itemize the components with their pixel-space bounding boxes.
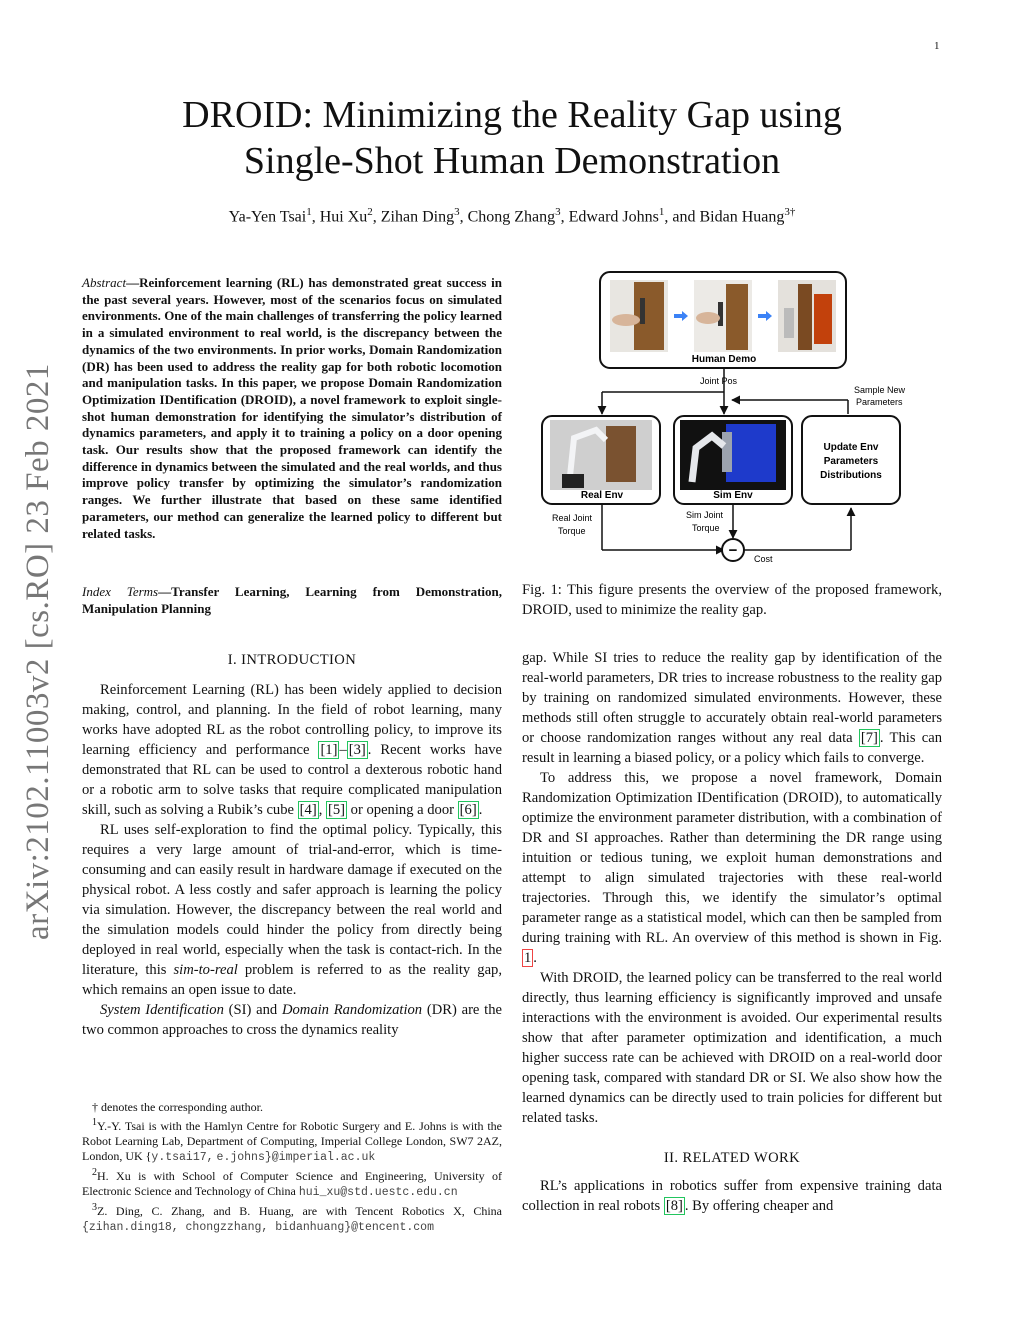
footnote-mark: 1 (92, 1117, 97, 1128)
email-text: y.tsai17, (151, 1151, 214, 1164)
text-run: (SI) and (223, 1002, 282, 1018)
related-paragraph-1 (522, 1176, 942, 1216)
figure-1-diagram (536, 268, 916, 568)
intro-paragraph-2 (82, 820, 502, 1000)
right-column (522, 648, 942, 1216)
real-env-photo (550, 420, 652, 490)
author-affil: 3 (454, 206, 460, 218)
abstract-label: Abstract (82, 275, 127, 290)
author-affil: 2 (367, 206, 373, 218)
figure-1-caption: Fig. 1: This figure presents the overview of the proposed framework, DROID, used to minimize the reality gap. (522, 582, 942, 618)
sample-new-label: Sample New (854, 385, 906, 395)
update-label-1: Update Env (823, 442, 879, 453)
index-terms-text: —Transfer Learning, Learning from Demonstration, Manipulation Planning (82, 584, 502, 616)
right-paragraph-1 (522, 648, 942, 768)
text-run: System Identification (100, 1002, 224, 1018)
sim-env-render (680, 420, 786, 490)
author-name: , Edward Johns (560, 208, 659, 226)
author-list (100, 206, 924, 226)
citation-link[interactable]: [1] (320, 742, 338, 758)
footnote-dagger: † denotes the corresponding author. (92, 1100, 263, 1114)
cost-label: Cost (754, 554, 773, 564)
right-paragraph-2 (522, 768, 942, 968)
footnote-mark: 3 (92, 1202, 97, 1213)
real-joint-label: Real Joint (552, 513, 593, 523)
index-terms (82, 584, 502, 617)
text-run: . (478, 802, 483, 818)
author-affil: 1 (658, 206, 665, 218)
footnote-mark: 2 (92, 1167, 97, 1178)
email-text: }@tencent.com (344, 1221, 434, 1234)
text-run: Domain Randomization (281, 1002, 423, 1018)
text-run: sim-to-real (173, 962, 238, 978)
author-name: , and Bidan Huang (664, 208, 785, 226)
abstract (82, 275, 502, 542)
intro-paragraph-1 (82, 680, 502, 820)
title-line-2: Single-Shot Human Demonstration (243, 140, 781, 182)
text-run: . Recent works have demonstrated that RL can be used to control a dexterous robotic hand or a robotic arm to solve tasks that require complicated manipulation skill, such as solving a Rubik’s cube (82, 742, 502, 818)
text-run: – (339, 742, 347, 758)
human-demo-label: Human Demo (691, 354, 757, 365)
text-run: RL’s applications in robotics suffer from expensive training data collection in real robots (522, 1178, 942, 1214)
section-heading-related-work: II. RELATED WORK (663, 1150, 801, 1166)
citation-link[interactable]: [7] (860, 730, 878, 746)
section-heading-introduction: I. INTRODUCTION (227, 652, 357, 668)
demo-photo-2 (694, 280, 752, 352)
sim-joint-label: Sim Joint (686, 510, 724, 520)
text-run: or opening a door (347, 802, 458, 818)
joint-pos-label: Joint Pos (700, 376, 738, 386)
update-label-2: Parameters (823, 456, 879, 467)
sim-env-label: Sim Env (713, 490, 753, 501)
left-column (82, 650, 502, 1040)
text-run: (DR) are the two common approaches to cross the dynamics reality (82, 1002, 502, 1038)
diagram-svg (536, 268, 916, 568)
citation-link[interactable]: [3] (348, 742, 366, 758)
text-run: . By offering cheaper and (684, 1198, 834, 1214)
author-name: , Hui Xu (311, 208, 368, 226)
intro-paragraph-3 (82, 1000, 502, 1040)
author-name: Ya-Yen Tsai (228, 208, 307, 226)
author-affil: 3 (555, 206, 561, 218)
citation-link[interactable]: [6] (459, 802, 477, 818)
text-run: Z. Ding, C. Zhang, and B. Huang, are with Tencent Robotics X, China (97, 1204, 502, 1218)
title-line-1: DROID: Minimizing the Reality Gap using (182, 94, 842, 136)
demo-photo-1 (610, 280, 668, 352)
author-name: , Zihan Ding (372, 208, 455, 226)
text-run: problem is referred to as the reality gap, which remains an open issue to date. (82, 962, 502, 998)
email-text: hui_xu@std.uestc.edu.cn (298, 1186, 458, 1199)
text-run: RL uses self-exploration to find the optimal policy. Typically, this requires a very large amount of trial-and-error, which is time-consuming and can easily result in hardware damage if executed on the physical robot. A less costly and safer approach is learning the policy via simulation. However, the discrepancy between the real world and the simulation models could hinder the policy from directly being deployed in real world, especially when the task is contact-rich. In the literature, this (82, 822, 502, 978)
parameters-label: Parameters (856, 397, 903, 407)
abstract-text: —Reinforcement learning (RL) has demonstrated great success in the past several years. However, most of the scenarios focus on simulated environments. One of the main challenges of transferring the policy learned in a simulated environment to real world, is the discrepancy between the dynamics of the two environments. In prior works, Domain Randomization (DR) has been used to address the reality gap for both robotic locomotion and manipulation tasks. In this paper, we propose Domain Randomization Optimization IDentification (DROID), a novel framework to exploit single-shot human demonstration for identifying the simulator’s distribution of dynamics parameters, and apply it to training a policy on a door opening task. Our results show that the proposed framework can identify the difference in dynamics between the simulated and the real worlds, and thus improve policy transfer by optimizing the simulator’s randomization ranges. We further illustrate that based on these same identified parameters, our method can generalize the learned policy to different but related tasks. (82, 275, 502, 541)
figure-link[interactable]: 1 (524, 950, 532, 966)
arxiv-identifier: arXiv:2102.11003v2 [cs.RO] 23 Feb 2021 (20, 363, 56, 940)
text-run: . (533, 950, 537, 966)
update-label-3: Distributions (820, 470, 882, 481)
minus-sign: − (728, 542, 738, 559)
citation-link[interactable]: [8] (665, 1198, 683, 1214)
text-run: To address this, we propose a novel framework, Domain Randomization Optimization IDentification (DROID), to automatically optimize the environment parameter distribution, with a combination of DR and SI approaches. Rather than determining the DR range using intuition or tedious tuning, we exploit human demonstrations and attempt to align simulated trajectories with these real-world trajectories. Through this, we identify the simulator’s optimal parameter range as a statistical model, which can then be sampled from during training with RL. An overview of this method is shown in Fig. (522, 770, 942, 946)
real-env-label: Real Env (580, 490, 624, 501)
text-run: Y.-Y. Tsai is with the Hamlyn Centre for Robotic Surgery and E. Johns is with the Robot Learning Lab, Department of Computing, Imperial College London, SW7 2AZ, London, UK { (82, 1119, 502, 1163)
citation-link[interactable]: [5] (327, 802, 346, 818)
citation-link[interactable]: [4] (299, 802, 317, 818)
text-run: Reinforcement Learning (RL) has been widely applied to decision making, control, and planning. In the field of robot learning, many works have adopted RL as the robot controlling policy, to improve its learning efficiency and performance (82, 682, 502, 758)
email-text: zihan.ding18, chongzzhang, bidanhuang (88, 1221, 345, 1234)
footnotes (82, 1100, 502, 1235)
text-run: . This can result in learning a biased policy, or a policy which fails to converge. (522, 730, 942, 766)
footnote-3 (82, 1200, 502, 1235)
email-text: { (82, 1221, 89, 1234)
author-affil: 3† (784, 206, 796, 218)
page-number: 1 (934, 40, 940, 52)
email-text: e.johns (216, 1151, 265, 1164)
text-run: , (318, 802, 326, 818)
author-affil: 1 (306, 206, 312, 218)
right-paragraph-3: With DROID, the learned policy can be transferred to the real world directly, thus learning efficiency is significantly improved and unsafe interactions with the environment is avoided. Our experimental results show that after parameter optimization and identification, a much higher success rate can be achieved with DROID on a real-world door opening task, compared with standard DR or SI. We also show how the learned dynamics can be directly used to train policies for different but related tasks. (522, 970, 942, 1126)
real-torque-label: Torque (558, 526, 586, 536)
text-run: gap. While SI tries to reduce the reality gap by identification of the real-world parameters, DR tries to increase robustness to the reality gap by training on randomized simulated environments. However, these methods still often struggle to accurately obtain real-world parameters or choose randomization ranges without any real data (522, 650, 942, 746)
email-text: }@imperial.ac.uk (264, 1151, 376, 1164)
sim-torque-label: Torque (692, 523, 720, 533)
demo-photo-3 (778, 280, 836, 352)
footnote-2 (82, 1165, 502, 1200)
text-run: H. Xu is with School of Computer Science and Engineering, University of Electronic Science and Technology of China (82, 1169, 502, 1198)
footnote-1 (82, 1115, 502, 1165)
paper-title (100, 92, 924, 184)
author-name: , Chong Zhang (459, 208, 556, 226)
index-terms-label: Index Terms (82, 584, 159, 599)
